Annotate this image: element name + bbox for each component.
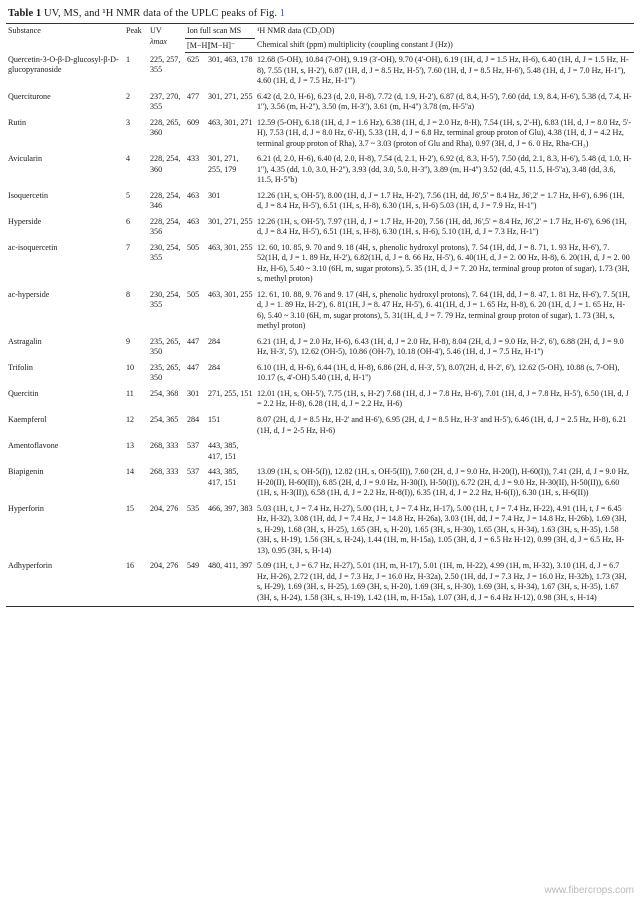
table-header [6, 24, 634, 53]
cell-uv: 228, 254, 360 [150, 154, 181, 174]
cell-fragment-ions: 151 [208, 414, 221, 424]
header-peak: Peak [124, 24, 148, 53]
watermark-text: www.fibercrops.com [544, 885, 634, 896]
cell-fragment-ions: 271, 255, 151 [208, 388, 253, 398]
cell-peak: 2 [126, 91, 131, 101]
cell-substance: Trifolin [8, 362, 33, 372]
cell-nmr-shifts: 12. 61, 10. 88, 9. 76 and 9. 17 (4H, s, phenolic hydroxyl protons), 7. 64 (1H, dd, J = 8. 47, 1. 81 Hz, H-6'), 7. 5(1H, d, J = 1. 89 Hz, H-2'), 6. 81(1H, J = 8. 47 Hz, H-5'), 6. 41(1H, d, J = 1. 65 Hz, H-8), 6. 20 (1H, d, J = 1. 65 Hz, H-6), 5.40 ~ 3.10 (6H, m, sugar protons), 5. 31(1H, d, J = 7. 79 Hz, terminal group proton of sugar), 1. 73 (3H, s, methyl proton) [257, 289, 630, 331]
cell-peak: 4 [126, 154, 131, 164]
header-uv-lambda: λmax [150, 36, 167, 46]
cell-peak: 9 [126, 336, 131, 346]
table-row [6, 361, 634, 387]
table-row [6, 502, 634, 560]
cell-nmr-shifts: 12.59 (5-OH), 6.18 (1H, d, J = 1.6 Hz), 6.38 (1H, d, J = 2.0 Hz, 8-H), 7.54 (1H, s, 2'-H), 6.83 (1H, d, J = 8.0 Hz, 5'-H), 7.53 (1H, d, J = 8.0 Hz, 6'-H), 5.33 (1H, d, J = 6.8 Hz, terminal group proton of Glu), 4.38 (1H, d, J = 4.2 Hz, terminal group proton of Rha), 3.7 ~ 3.03 (proton of Glu and Rha), 0.97 (3H, d, J = 6. 0 Hz, Rha-CH₃) [257, 117, 632, 148]
cell-uv: 268, 333 [150, 441, 179, 451]
cell-peak: 3 [126, 117, 131, 127]
cell-nmr-shifts: 6.42 (d, 2.0, H-6), 6.23 (d, 2.0, H-8), 7.72 (d, 1.9, H-2'), 6.87 (d, 8.4, H-5'), 7.60 (dd, 1.9, 8.4, H-6'), 5.38 (d, 7.4, H-1''), 3.56 (m, H-2''), 3.50 (m, H-3''), 3.61 (m, H-4'') 3.78 (m, H-5''a) [257, 91, 632, 112]
table-row [6, 387, 634, 413]
cell-peak: 14 [126, 467, 135, 477]
cell-mh-ion: 535 [187, 503, 200, 513]
figure-reference-link[interactable]: 1 [279, 8, 286, 19]
cell-uv: 204, 276 [148, 559, 185, 607]
cell-nmr-shifts: 12.68 (5-OH), 10.84 (7-OH), 9.19 (3'-OH), 9.70 (4'-OH), 6.19 (1H, d, J = 1.5 Hz, H-6), 6.40 (1H, d, J = 1.5 Hz, H-8), 7.55 (1H, s, H-2'), 6.87 (1H, d, J = 8.5 Hz, H-5'), 7.60 (1H, d, J = 8.5 Hz, H-6'), 5.48 (1H, d, J = 7.0 Hz, H-1''), 4.60 (1H, d, J = 7.5 Hz, H-1''') [257, 55, 629, 86]
table-row [6, 465, 634, 502]
header-mh: [M−H]⁻ [185, 38, 206, 53]
cell-uv: 230, 254, 355 [150, 242, 181, 263]
header-uv [148, 24, 185, 53]
table-body [6, 53, 634, 607]
cell-fragment-ions: 284 [208, 362, 221, 372]
cell-substance: Quercetin-3-O-β-D-glucosyl-β-D-glucopyranoside [8, 54, 119, 75]
cell-mh-ion: 284 [187, 414, 200, 424]
cell-fragment-ions: 301, 271, 255 [208, 91, 253, 101]
cell-nmr-shifts: 12.26 (1H, s, OH-5'), 8.00 (1H, d, J = 1.7 Hz, H-2'), 7.56 (1H, dd, J6',5' = 8.4 Hz, J6',2' = 1.7 Hz, H-6'), 6.96 (1H, d, J = 8.4 Hz, H-5'), 6.51 (1H, s, H-8), 6.30 (1H, s, H-6) 5.03 (1H, d, J = 7.9 Hz, H-1'') [257, 190, 625, 211]
header-fragments: [M−H]⁻ [206, 38, 255, 53]
table-label: Table 1 [8, 8, 42, 19]
cell-mh-ion: 537 [187, 441, 200, 451]
cell-uv: 237, 270, 355 [150, 91, 181, 112]
cell-uv: 228, 254, 346 [150, 190, 181, 211]
cell-nmr-shifts: 12.01 (1H, s, OH-5'), 7.75 (1H, s, H-2') 7.68 (1H, d, J = 7.8 Hz, H-6'), 7.01 (1H, d, J = 7.8 Hz, H-5'), 6.50 (1H, d, J = 2.2 Hz, H-8), 6.28 (1H, d, J = 2.2 Hz, H-6) [257, 388, 629, 409]
cell-substance: Amentoflavone [8, 441, 59, 451]
cell-peak: 6 [126, 216, 131, 226]
cell-peak: 16 [124, 559, 148, 607]
cell-uv: 268, 333 [150, 467, 179, 477]
cell-mh-ion: 463 [187, 216, 200, 226]
cell-nmr-shifts: 6.10 (1H, d, H-6), 6.44 (1H, d, H-8), 6.86 (2H, d, H-3', 5'), 8.07(2H, d, H-2', 6'), 12.62 (5-OH), 10.88 (s, 7-OH), 10.17 (s, 4'-OH) 5.40 (1H, d, H-1'') [257, 362, 620, 383]
cell-mh-ion: 433 [187, 154, 200, 164]
header-nmr-subtitle: Chemical shift (ppm) multiplicity (coupling constant J (Hz)) [255, 38, 634, 53]
cell-fragment-ions: 443, 385, 417, 151 [208, 467, 239, 487]
header-ms: Ion full scan MS [185, 24, 255, 39]
cell-fragment-ions: 463, 301, 255 [208, 289, 253, 299]
cell-mh-ion: 505 [187, 289, 200, 299]
cell-fragment-ions: 443, 385, 417, 151 [208, 441, 239, 461]
cell-peak: 12 [126, 414, 135, 424]
cell-nmr-shifts: 6.21 (1H, d, J = 2.0 Hz, H-6), 6.43 (1H, d, J = 2.0 Hz, H-8), 8.04 (2H, d, J = 9.0 Hz, H-2', 6'), 6.88 (2H, d, J = 9.0 Hz, H-3', 5'), 12.62 (OH-5), 10.86 (OH-7), 10.18 (OH-4'), 5.46 (1H, d, J = 7.5 Hz, H-1'') [257, 336, 624, 357]
cell-uv: 228, 265, 360 [150, 117, 181, 138]
cell-mh-ion: 549 [185, 559, 206, 607]
cell-substance: Adhyperforin [6, 559, 124, 607]
cell-nmr-shifts: 5.09 (1H, t, J = 6.7 Hz, H-27), 5.01 (1H, m, H-17), 5.01 (1H, m, H-22), 4.99 (1H, m, H-32), 3.10 (1H, d, J = 6.7 Hz, H-26), 2.72 (1H, dd, J = 7.3 Hz, J = 16.0 Hz, H-32a), 2.50 (1H, dd, J = 7.3 Hz, J = 16.0 Hz, H-32b), 1.73 (3H, s, H-29), 1.69 (3H, s, H-25), 1.69 (3H, s, H-20), 1.69 (3H, s, H-30), 1.69 (3H, s, H-34), 1.67 (3H, s, H-35), 1.67 (3H, s, H-24), 1.58 (3H, s, H-19), 1.42 (1H, m, H-15a), 1.07 (3H, d, J = 6.4 Hz H-12), 0.98 (3H, s, H-14) [255, 559, 634, 607]
cell-peak: 8 [126, 289, 131, 299]
cell-nmr-shifts: 6.21 (d, 2.0, H-6), 6.40 (d, 2.0, H-8), 7.54 (d, 2.1, H-2'), 6.92 (d, 8.3, H-5'), 7.50 (dd, 2.1, 8.3, H-6'), 5.48 (d, 1.0, H-1''), 4.35 (dd, 1.0, 3.0, H-2''), 3.93 (dd, 3.0, 5.0, H-3''), 3.89 (m, H-4'') 3.52 (dd, 4.5, 11.5, H-5''a), 3.48 (dd, 3.6, 11.5, H-5''b) [257, 154, 632, 185]
cell-mh-ion: 537 [187, 467, 200, 477]
cell-uv: 254, 365 [150, 414, 179, 424]
table-row [6, 241, 634, 288]
cell-uv: 235, 265, 350 [150, 336, 181, 357]
table-row [6, 288, 634, 335]
cell-peak: 1 [126, 54, 131, 64]
cell-fragment-ions: 284 [208, 336, 221, 346]
cell-substance: Quercitin [8, 388, 39, 398]
cell-substance: Avicularin [8, 154, 43, 164]
cell-nmr-shifts: 8.07 (2H, d, J = 8.5 Hz, H-2' and H-6'), 6.95 (2H, d, J = 8.5 Hz, H-3' and H-5'), 6.46 (1H, d, J = 2.5 Hz, H-8), 6.21 (1H, d, J = 2-5 Hz, H-6) [257, 414, 627, 435]
cell-nmr-shifts [255, 439, 634, 465]
header-nmr-title: ¹H NMR data (CD₃OD) [255, 24, 634, 39]
cell-mh-ion: 447 [187, 336, 200, 346]
cell-mh-ion: 609 [187, 117, 200, 127]
header-uv-label: UV [150, 26, 162, 35]
cell-substance: Astragalin [8, 336, 42, 346]
cell-fragment-ions: 301, 463, 178 [208, 55, 253, 65]
table-row [6, 559, 634, 607]
cell-fragment-ions: 301, 271, 255, 179 [208, 154, 239, 174]
cell-uv: 204, 276 [150, 503, 179, 513]
table-row [6, 335, 634, 361]
cell-mh-ion: 301 [187, 388, 200, 398]
nmr-data-table [6, 23, 634, 607]
cell-substance: Hyperside [8, 216, 42, 226]
header-substance: Substance [6, 24, 124, 53]
cell-peak: 10 [126, 362, 135, 372]
cell-substance: Rutin [8, 117, 26, 127]
cell-fragment-ions: 301, 271, 255 [208, 216, 253, 226]
cell-mh-ion: 447 [187, 362, 200, 372]
cell-peak: 15 [126, 503, 135, 513]
cell-nmr-shifts: 13.09 (1H, s, OH-5(I)), 12.82 (1H, s, OH-5(II)), 7.60 (2H, d, J = 9.0 Hz, H-20(I), H-60(I)), 7.41 (2H, d, J = 9.0 Hz, H-20(II), H-60(II)), 6.85 (2H, d, J = 9.0 Hz, H-30(I), H-50(I)), 6.72 (2H, d, J = 9.0 Hz, H-30(II), H-50(II)), 6.60 (1H, s, H-3(II)), 6.58 (1H, d, J = 2.2 Hz, H-8(I)), 6.35 (1H, d, J = 2.2 Hz, H-6(I)), 6.30 (1H, s, H-6(II)) [257, 467, 630, 498]
cell-uv: 228, 254, 356 [150, 216, 181, 237]
cell-uv: 230, 254, 355 [150, 289, 181, 310]
cell-mh-ion: 477 [187, 91, 200, 101]
cell-mh-ion: 505 [187, 242, 200, 252]
table-row [6, 53, 634, 90]
cell-fragment-ions: 463, 301, 255 [208, 242, 253, 252]
cell-nmr-shifts: 5.03 (1H, t, J = 7.4 Hz, H-27), 5.00 (1H, t, J = 7.4 Hz, H-17), 5.00 (1H, t, J = 7.4 Hz, H-22), 4.91 (1H, t, J = 6.45 Hz, H-32), 3.08 (1H, dd, J = 7.4 Hz, J = 14.8 Hz, H-26a), 3.03 (1H, dd, J = 7.4 Hz, J = 14.8 Hz, H-26b), 1.69 (3H, s, H-29), 1.68 (3H, s, H-25), 1.65 (3H, s, H-20), 1.65 (3H, s, H-30), 1.65 (3H, s, H-34), 1.63 (3H, s, H-35), 1.58 (3H, s, H-19), 1.56 (3H, s, H-24), 1.44 (1H, m, H-15a), 1.05 (3H, d, J = 6.5 Hz H-12), 0.99 (3H, d, J = 6.5 Hz, H-13), 0.95 (3H, s, H-14) [257, 503, 627, 555]
cell-fragment-ions: 463, 301, 271 [208, 117, 253, 127]
cell-uv: 254, 368 [150, 388, 179, 398]
cell-nmr-shifts: 12. 60, 10. 85, 9. 70 and 9. 18 (4H, s, phenolic hydroxyl protons), 7. 54 (1H, dd, J = 8. 71, 1. 93 Hz, H-6'), 7. 52(1H, d, J = 1. 89 Hz, H-2'), 6.82(1H, d, J = 8. 66 Hz, H-5'), 6. 40(1H, d, J = 2. 00 Hz, H-8), 6. 20(1H, d, J = 2. 00 Hz, H-6), 5.40 ~ 3.10 (6H, m, sugar protons), 5. 35 (1H, d, J = 7. 20 Hz, terminal group proton of sugar), 1.73 (3H, s, methyl proton) [257, 242, 630, 284]
cell-substance: Hyperforin [8, 503, 44, 513]
cell-substance: Querciturone [8, 91, 51, 101]
cell-mh-ion: 625 [187, 55, 200, 65]
cell-uv: 235, 265, 350 [150, 362, 181, 383]
cell-uv: 225, 257, 355 [150, 54, 181, 75]
table-title: UV, MS, and ¹H NMR data of the UPLC peaks of Fig. [44, 8, 278, 19]
cell-substance: ac-hyperside [8, 289, 50, 299]
cell-fragment-ions: 301 [208, 190, 221, 200]
table-row [6, 90, 634, 116]
table-caption [8, 8, 634, 19]
cell-peak: 11 [126, 388, 134, 398]
table-row [6, 116, 634, 153]
cell-nmr-shifts: 12.26 (1H, s, OH-5'), 7.97 (1H, d, J = 1.7 Hz, H-20), 7.56 (1H, dd, J6',5' = 8.4 Hz, J6',2' = 1.7 Hz, H-6'), 6.96 (1H, d, J = 8.4 Hz, H-5'), 6.51 (1H, s, H-8), 6.30 (1H, s, H-6), 5.10 (1H, d, J = 7.3 Hz, H-1'') [257, 216, 627, 237]
cell-substance: Kaempferol [8, 414, 47, 424]
table-row [6, 189, 634, 215]
cell-fragment-ions: 466, 397, 383 [208, 503, 253, 513]
cell-peak: 7 [126, 242, 131, 252]
cell-substance: Biapigenin [8, 467, 44, 477]
table-row [6, 439, 634, 465]
cell-fragment-ions: 480, 411, 397 [206, 559, 255, 607]
table-row [6, 413, 634, 439]
cell-peak: 13 [126, 441, 135, 451]
cell-substance: ac-isoquercetin [8, 242, 58, 252]
cell-peak: 5 [126, 190, 131, 200]
table-row [6, 152, 634, 189]
cell-mh-ion: 463 [187, 190, 200, 200]
cell-substance: Isoquercetin [8, 190, 49, 200]
table-row [6, 215, 634, 241]
